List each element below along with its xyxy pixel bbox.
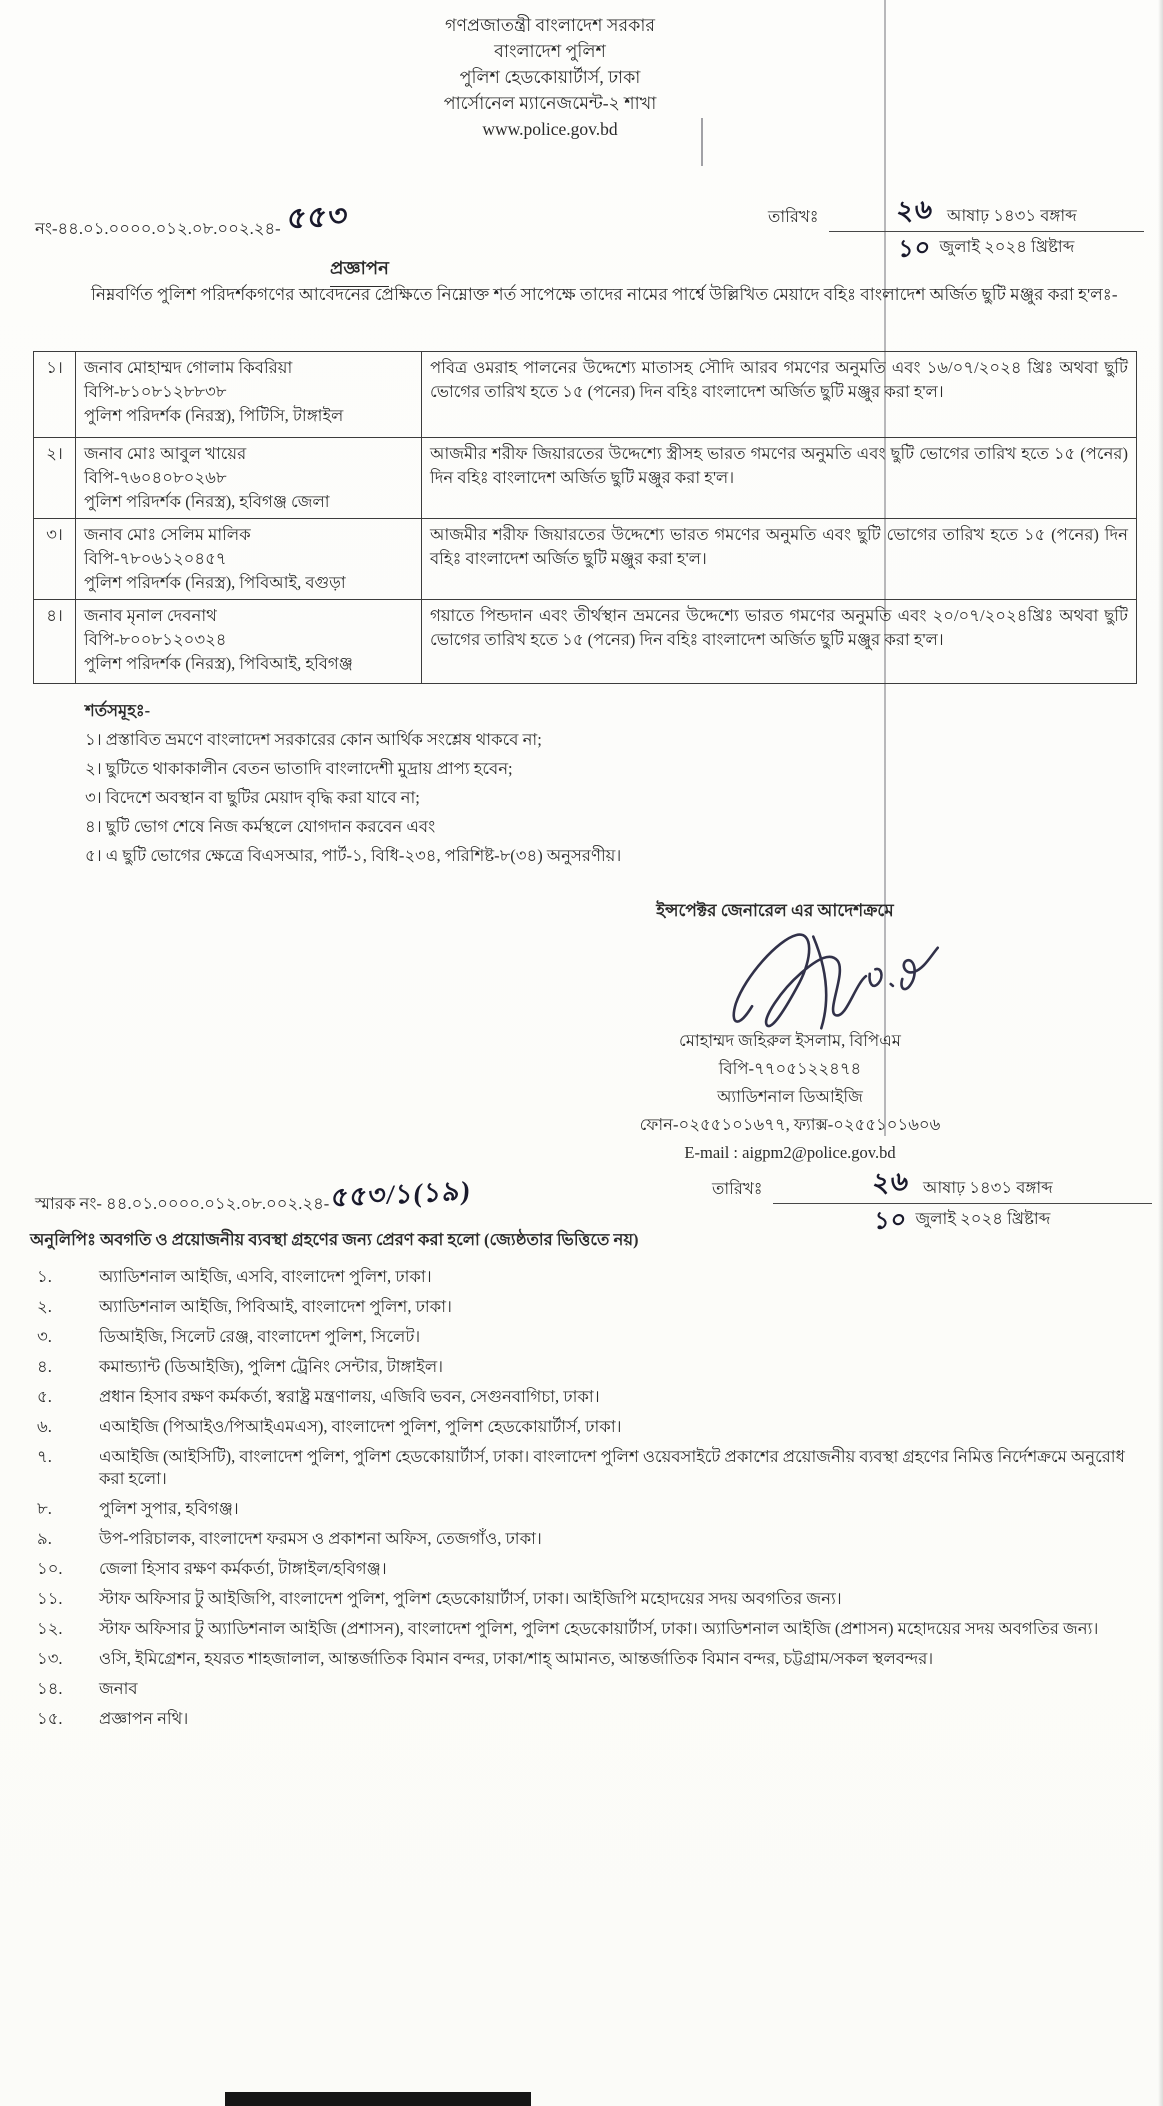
item-text: এআইজি (পিআইও/পিআইএমএস), বাংলাদেশ পুলিশ, পুলিশ হেডকোয়ার্টার্স, ঢাকা। (99, 1417, 622, 1436)
leave-details: আজমীর শরীফ জিয়ারতের উদ্দেশ্যে ভারত গমণের অনুমতি এবং ছুটি ভোগের তারিখ হতে ১৫ (পনের) দিন বহিঃ বাংলাদেশ অর্জিত ছুটি মঞ্জুর করা হ'ল। (422, 519, 1137, 600)
distribution-item (35, 1588, 1147, 1610)
serial-cell: ৪। (34, 600, 76, 684)
distribution-item (35, 1356, 1147, 1378)
table-row (34, 352, 1137, 438)
item-text: অ্যাডিশনাল আইজি, পিবিআই, বাংলাদেশ পুলিশ, ঢাকা। (99, 1297, 452, 1316)
memo-number-printed: নং-৪৪.০১.০০০০.০১২.০৮.০০২.২৪- (35, 219, 281, 238)
scan-bottom-bar (225, 2092, 531, 2106)
memo-number-line (35, 200, 348, 251)
reference-number-printed: স্মারক নং- ৪৪.০১.০০০০.০১২.০৮.০০২.২৪- (35, 1194, 330, 1213)
item-text: স্টাফ অফিসার টু আইজিপি, বাংলাদেশ পুলিশ, পুলিশ হেডকোয়ার্টার্স, ঢাকা। আইজিপি মহোদয়ের সদয় অবগতির জন্য। (99, 1589, 842, 1608)
gregorian-day-handwritten: ১০ (897, 235, 933, 263)
signatory-block (590, 1030, 990, 1170)
signatory-bp-number: বিপি-৭৭০৫১২২৪৭৪ (718, 1059, 862, 1078)
date-block-bottom (712, 1162, 1152, 1242)
officer-cell (76, 438, 422, 519)
signatory-name: মোহাম্মদ জহিরুল ইসলাম, বিপিএম (679, 1031, 901, 1050)
leave-details: গয়াতে পিন্ডদান এবং তীর্থস্থান ভ্রমনের উদ্দেশ্যে ভারত গমণের অনুমতি এবং ২০/০৭/২০২৪খ্রিঃ অথবা ছুটি ভোগের তারিখ হতে ১৫ (পনের) দিন বহিঃ বাংলাদেশ অর্জিত ছুটি মঞ্জুর করা হ'ল। (422, 600, 1137, 684)
officer-cell (76, 352, 422, 438)
item-text: পুলিশ সুপার, হবিগঞ্জ। (99, 1499, 239, 1518)
item-number: ১২. (37, 1619, 63, 1638)
item-text: প্রজ্ঞাপন নথি। (99, 1709, 189, 1728)
reference-number-handwritten: ৫৫৩/১(১৯) (330, 1175, 473, 1213)
item-number: ১৩. (37, 1649, 63, 1668)
item-number: ৭. (37, 1447, 52, 1466)
condition-item: ২। ছুটিতে থাকাকালীন বেতন ভাতাদি বাংলাদেশী মুদ্রায় প্রাপ্য হবেন; (85, 759, 513, 778)
item-number: ৬. (37, 1417, 52, 1436)
table-row (34, 600, 1137, 684)
item-text: জেলা হিসাব রক্ষণ কর্মকর্তা, টাঙ্গাইল/হবিগঞ্জ। (99, 1559, 387, 1578)
gregorian-date-line (773, 1204, 1152, 1242)
table-row (34, 438, 1137, 519)
table-row (34, 519, 1137, 600)
item-number: ১১. (37, 1589, 63, 1608)
item-text: ওসি, ইমিগ্রেশন, হযরত শাহজালাল, আন্তর্জাতিক বিমান বন্দর, ঢাকা/শাহ্ আমানত, আন্তর্জাতিক বিমান বন্দর, চট্টগ্রাম/সকল স্থলবন্দর। (99, 1649, 934, 1668)
bangla-date-text: আষাঢ় ১৪৩১ বঙ্গাব্দ (923, 1178, 1053, 1197)
gregorian-date-line (829, 232, 1144, 270)
distribution-item (35, 1326, 1147, 1348)
scan-edge-shadow (1158, 0, 1163, 2106)
intro-paragraph: নিম্নবর্ণিত পুলিশ পরিদর্শকগণের আবেদনের প্রেক্ষিতে নিম্নোক্ত শর্ত সাপেক্ষে তাদের নামের পার্শ্বে উল্লিখিত মেয়াদে বহিঃ বাংলাদেশ অর্জিত ছুটি মঞ্জুর করা হ'লঃ- (91, 285, 1118, 304)
distribution-heading: অনুলিপিঃ অবগতি ও প্রয়োজনীয় ব্যবস্থা গ্রহণের জন্য প্রেরণ করা হলো (জ্যেষ্ঠতার ভিত্তিতে নয়) (30, 1230, 639, 1249)
government-name: গণপ্রজাতন্ত্রী বাংলাদেশ সরকার (444, 15, 656, 35)
officer-name: জনাব মোহাম্মদ গোলাম কিবরিয়া (84, 358, 293, 377)
distribution-item (35, 1708, 1147, 1730)
leave-details: আজমীর শরীফ জিয়ারতের উদ্দেশ্যে স্ত্রীসহ ভারত গমণের অনুমতি এবং ছুটি ভোগের তারিখ হতে ১৫ (পনের) দিন বহিঃ বাংলাদেশ অর্জিত ছুটি মঞ্জুর করা হ'ল। (422, 438, 1137, 519)
item-number: ১৫. (37, 1709, 63, 1728)
notification-title: প্রজ্ঞাপন (330, 254, 389, 287)
officer-name: জনাব মোঃ সেলিম মালিক (84, 525, 251, 544)
date-values (773, 1162, 1152, 1242)
officer-bp-number: বিপি-৭৬০৪০৮০২৬৮ (84, 468, 227, 487)
conditions-heading: শর্তসমূহঃ- (85, 701, 151, 720)
item-number: ৩. (37, 1327, 52, 1346)
signatory-email: E-mail : aigpm2@police.gov.bd (684, 1143, 896, 1162)
item-text: অ্যাডিশনাল আইজি, এসবি, বাংলাদেশ পুলিশ, ঢাকা। (99, 1267, 432, 1286)
date-values (829, 190, 1144, 270)
officer-designation: পুলিশ পরিদর্শক (নিরস্ত্র), পিবিআই, হবিগঞ্জ (84, 654, 353, 673)
officer-name: জনাব মোঃ আবুল খায়ের (84, 444, 247, 463)
item-number: ৫. (37, 1387, 52, 1406)
item-number: ৯. (37, 1529, 52, 1548)
distribution-item (35, 1266, 1147, 1288)
distribution-item (35, 1618, 1147, 1640)
item-number: ৪. (37, 1357, 52, 1376)
bangla-date-line (829, 190, 1144, 232)
serial-cell: ২। (34, 438, 76, 519)
memo-number-handwritten: ৫৫৩ (285, 199, 350, 236)
condition-item: ৩। বিদেশে অবস্থান বা ছুটির মেয়াদ বৃদ্ধি করা যাবে না; (85, 788, 420, 807)
office-name: পুলিশ হেডকোয়ার্টার্স, ঢাকা (459, 67, 641, 87)
item-text: ডিআইজি, সিলেট রেঞ্জ, বাংলাদেশ পুলিশ, সিলেট। (99, 1327, 421, 1346)
signatory-designation: অ্যাডিশনাল ডিআইজি (717, 1087, 863, 1106)
officer-name: জনাব মৃনাল দেবনাথ (84, 606, 217, 625)
distribution-item (35, 1648, 1147, 1670)
serial-cell: ৩। (34, 519, 76, 600)
distribution-item (35, 1446, 1147, 1490)
item-number: ১০. (37, 1559, 63, 1578)
officer-bp-number: বিপি-৭৮০৬১২০৪৫৭ (84, 549, 227, 568)
officer-cell (76, 519, 422, 600)
signature (716, 911, 975, 1044)
leave-details: পবিত্র ওমরাহ পালনের উদ্দেশ্যে মাতাসহ সৌদি আরব গমণের অনুমতি এবং ১৬/০৭/২০২৪ খ্রিঃ অথবা ছুটি ভোগের তারিখ হতে ১৫ (পনের) দিন বহিঃ বাংলাদেশ অর্জিত ছুটি মঞ্জুর করা হ'ল। (422, 352, 1137, 438)
distribution-item (35, 1528, 1147, 1550)
bangla-day-handwritten: ২৬ (895, 193, 935, 227)
officer-designation: পুলিশ পরিদর্শক (নিরস্ত্র), পিটিসি, টাঙ্গাইল (84, 406, 344, 425)
condition-item: ৫। এ ছুটি ভোগের ক্ষেত্রে বিএসআর, পার্ট-১, বিধি-২৩৪, পরিশিষ্ট-৮(৩৪) অনুসরণীয়। (85, 846, 622, 865)
date-block-top (768, 190, 1144, 270)
item-number: ১৪. (37, 1679, 63, 1698)
bangla-date-line (773, 1162, 1152, 1204)
item-text: উপ-পরিচালক, বাংলাদেশ ফরমস ও প্রকাশনা অফিস, তেজগাঁও, ঢাকা। (99, 1529, 542, 1548)
item-text: কমান্ড্যান্ট (ডিআইজি), পুলিশ ট্রেনিং সেন্টার, টাঙ্গাইল। (99, 1357, 444, 1376)
distribution-list (35, 1266, 1147, 1738)
distribution-item (35, 1416, 1147, 1438)
officer-designation: পুলিশ পরিদর্শক (নিরস্ত্র), হবিগঞ্জ জেলা (84, 492, 330, 511)
leave-table-body (34, 352, 1137, 684)
distribution-item (35, 1498, 1147, 1520)
officer-bp-number: বিপি-৮০০৮১২০৩২৪ (84, 630, 227, 649)
org-name: বাংলাদেশ পুলিশ (494, 41, 606, 61)
bangla-date-text: আষাঢ় ১৪৩১ বঙ্গাব্দ (947, 206, 1077, 225)
distribution-item (35, 1386, 1147, 1408)
signatory-phone: ফোন-০২৫৫১০১৬৭৭, ফ্যাক্স-০২৫৫১০১৬০৬ (639, 1115, 941, 1134)
officer-designation: পুলিশ পরিদর্শক (নিরস্ত্র), পিবিআই, বগুড়া (84, 573, 346, 592)
item-number: ২. (37, 1297, 52, 1316)
item-number: ৮. (37, 1499, 52, 1518)
gregorian-day-handwritten: ১০ (873, 1207, 909, 1235)
conditions-section (85, 696, 621, 870)
item-text: প্রধান হিসাব রক্ষণ কর্মকর্তা, স্বরাষ্ট্র মন্ত্রণালয়, এজিবি ভবন, সেগুনবাগিচা, ঢাকা। (99, 1387, 600, 1406)
reference-number-line (35, 1175, 473, 1225)
bangla-day-handwritten: ২৬ (871, 1165, 911, 1199)
condition-item: ৪। ছুটি ভোগ শেষে নিজ কর্মস্থলে যোগদান করবেন এবং (85, 817, 436, 836)
officer-bp-number: বিপি-৮১০৮১২৮৮৩৮ (84, 382, 227, 401)
by-order-line: ইন্সপেক্টর জেনারেল এর আদেশক্রমে (656, 901, 894, 920)
distribution-item (35, 1678, 1147, 1700)
date-label: তারিখঃ (768, 207, 819, 226)
branch-name: পার্সোনেল ম্যানেজমেন্ট-২ শাখা (443, 93, 657, 113)
condition-item: ১। প্রস্তাবিত ভ্রমণে বাংলাদেশ সরকারের কোন আর্থিক সংশ্লেষ থাকবে না; (85, 730, 542, 749)
officer-cell (76, 600, 422, 684)
gregorian-date-text: জুলাই ২০২৪ খ্রিষ্টাব্দ (915, 1209, 1051, 1228)
letterhead (0, 12, 1100, 142)
gregorian-date-text: জুলাই ২০২৪ খ্রিষ্টাব্দ (939, 237, 1075, 256)
leave-order-table (33, 351, 1137, 684)
item-text: জনাব (99, 1679, 138, 1698)
item-text: স্টাফ অফিসার টু অ্যাডিশনাল আইজি (প্রশাসন), বাংলাদেশ পুলিশ, পুলিশ হেডকোয়ার্টার্স, ঢাকা। অ্যাডিশনাল আইজি (প্রশাসন) মহোদয়ের সদয় অবগতির জন্য। (99, 1619, 1099, 1638)
date-label: তারিখঃ (712, 1179, 763, 1198)
item-number: ১. (37, 1267, 52, 1286)
serial-cell: ১। (34, 352, 76, 438)
distribution-item (35, 1558, 1147, 1580)
distribution-item (35, 1296, 1147, 1318)
item-text: এআইজি (আইসিটি), বাংলাদেশ পুলিশ, পুলিশ হেডকোয়ার্টার্স, ঢাকা। বাংলাদেশ পুলিশ ওয়েবসাইটে প্রকাশের প্রয়োজনীয় ব্যবস্থা গ্রহণের নিমিত্ত নির্দেশক্রমে অনুরোধ করা হলো। (99, 1447, 1125, 1488)
website-url: www.police.gov.bd (482, 119, 618, 139)
